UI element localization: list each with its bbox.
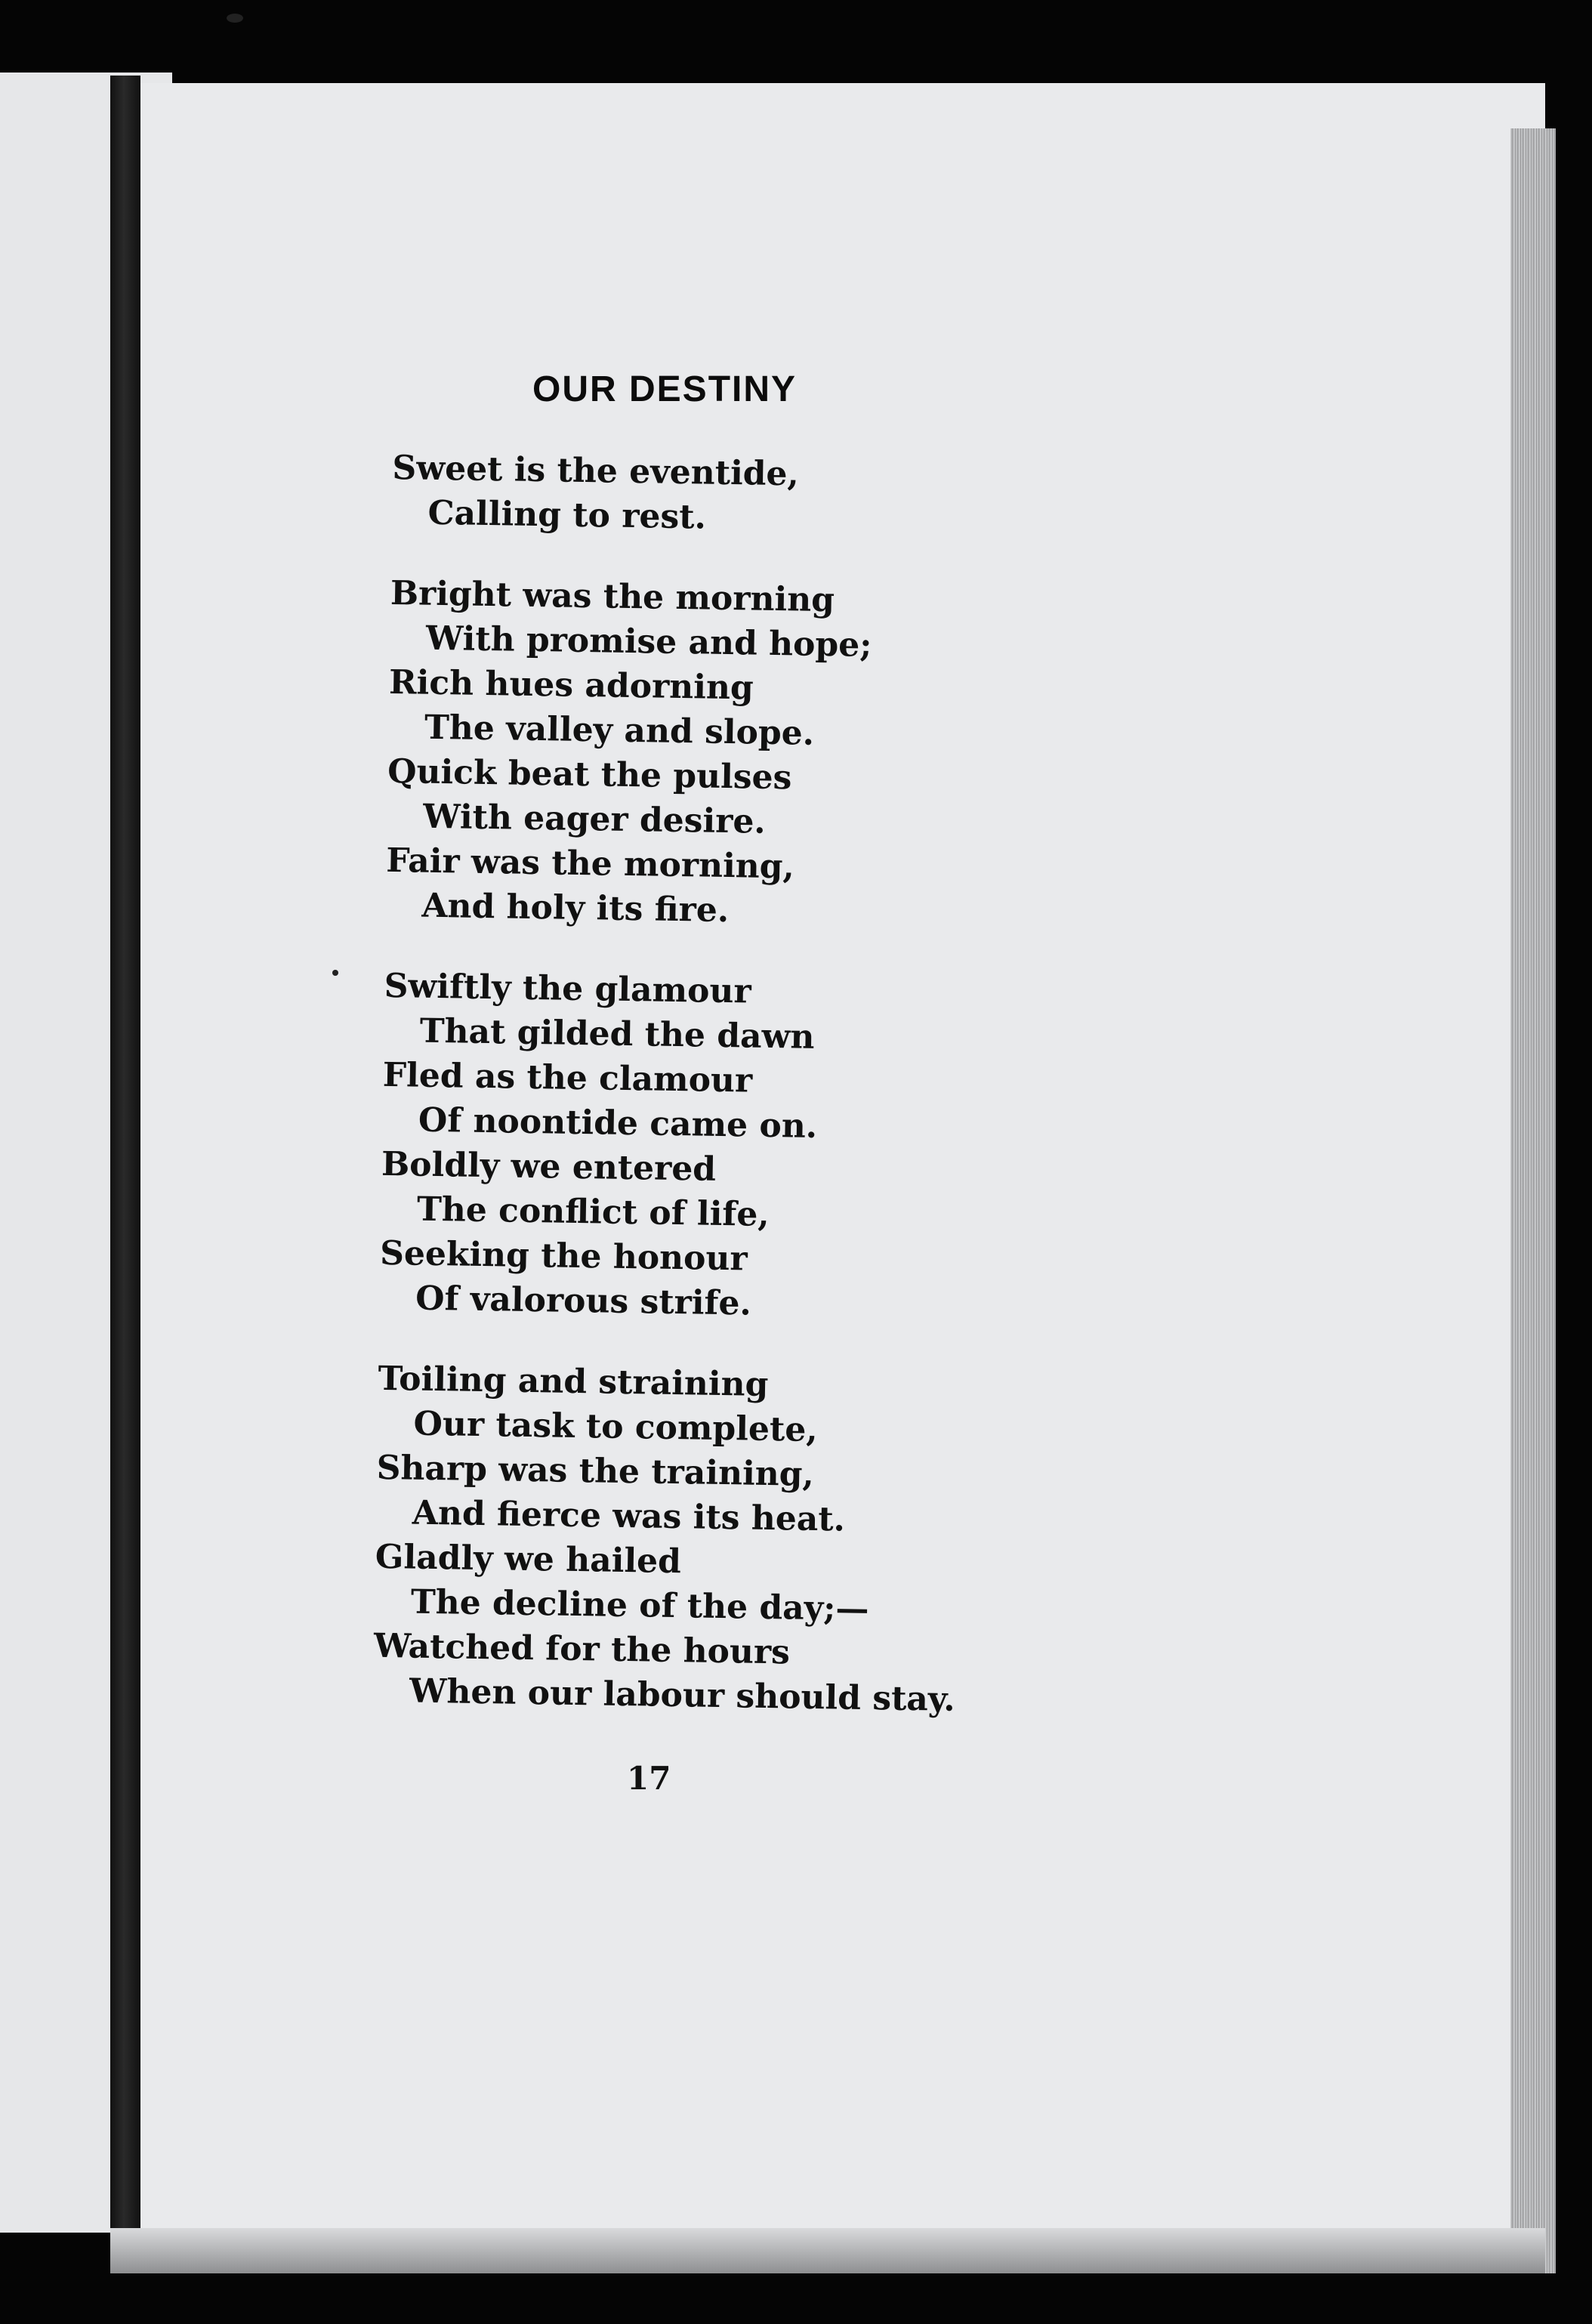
poem-line: Toiling and straining — [378, 1359, 769, 1404]
poem-line: When our labour should stay. — [409, 1671, 956, 1719]
ink-speck — [227, 14, 243, 23]
poem-line: Sweet is the eventide, — [392, 448, 800, 494]
poem-line: With eager desire. — [422, 797, 767, 841]
poem-line: Seeking the honour — [379, 1233, 748, 1279]
poem-line: The conflict of life, — [416, 1190, 770, 1234]
poem-line: That gilded the dawn — [419, 1011, 815, 1057]
poem-line: The decline of the day;— — [410, 1582, 869, 1629]
poem-line: Swiftly the glamour — [384, 966, 752, 1011]
poem-line: With promise and hope; — [425, 619, 872, 665]
poem-line: Sharp was the training, — [376, 1448, 815, 1494]
poem-title: OUR DESTINY — [532, 369, 798, 409]
stanza — [385, 571, 1010, 937]
stanza — [391, 446, 1012, 545]
poem-line: Of valorous strife. — [415, 1279, 752, 1323]
poem-line: Fair was the morning, — [385, 841, 795, 887]
poem-line: And fierce was its heat. — [412, 1493, 846, 1539]
page-number: 17 — [627, 1760, 671, 1797]
poem-line: Of noontide came on. — [418, 1100, 818, 1146]
ink-speck — [332, 970, 338, 976]
stanza — [373, 1356, 998, 1723]
poem-line: The valley and slope. — [424, 708, 815, 753]
poem-body — [372, 446, 1012, 1759]
poem-line: And holy its fire. — [421, 886, 730, 931]
poem-line: Watched for the hours — [373, 1626, 791, 1672]
poem-line: Quick beat the pulses — [387, 752, 792, 798]
poem-line: Fled as the clamour — [382, 1055, 753, 1100]
poem-line: Calling to rest. — [427, 493, 707, 537]
book-gutter — [110, 76, 140, 2233]
poem-line: Rich hues adorning — [388, 662, 754, 708]
stanza — [379, 964, 1004, 1330]
poem-line: Our task to complete, — [413, 1404, 819, 1449]
poem-line: Gladly we hailed — [375, 1537, 682, 1582]
page-edge-stack — [1510, 128, 1556, 2273]
poem-line: Boldly we entered — [381, 1144, 717, 1189]
poem-line: Bright was the morning — [390, 573, 835, 620]
page-bottom-shadow — [110, 2228, 1545, 2273]
